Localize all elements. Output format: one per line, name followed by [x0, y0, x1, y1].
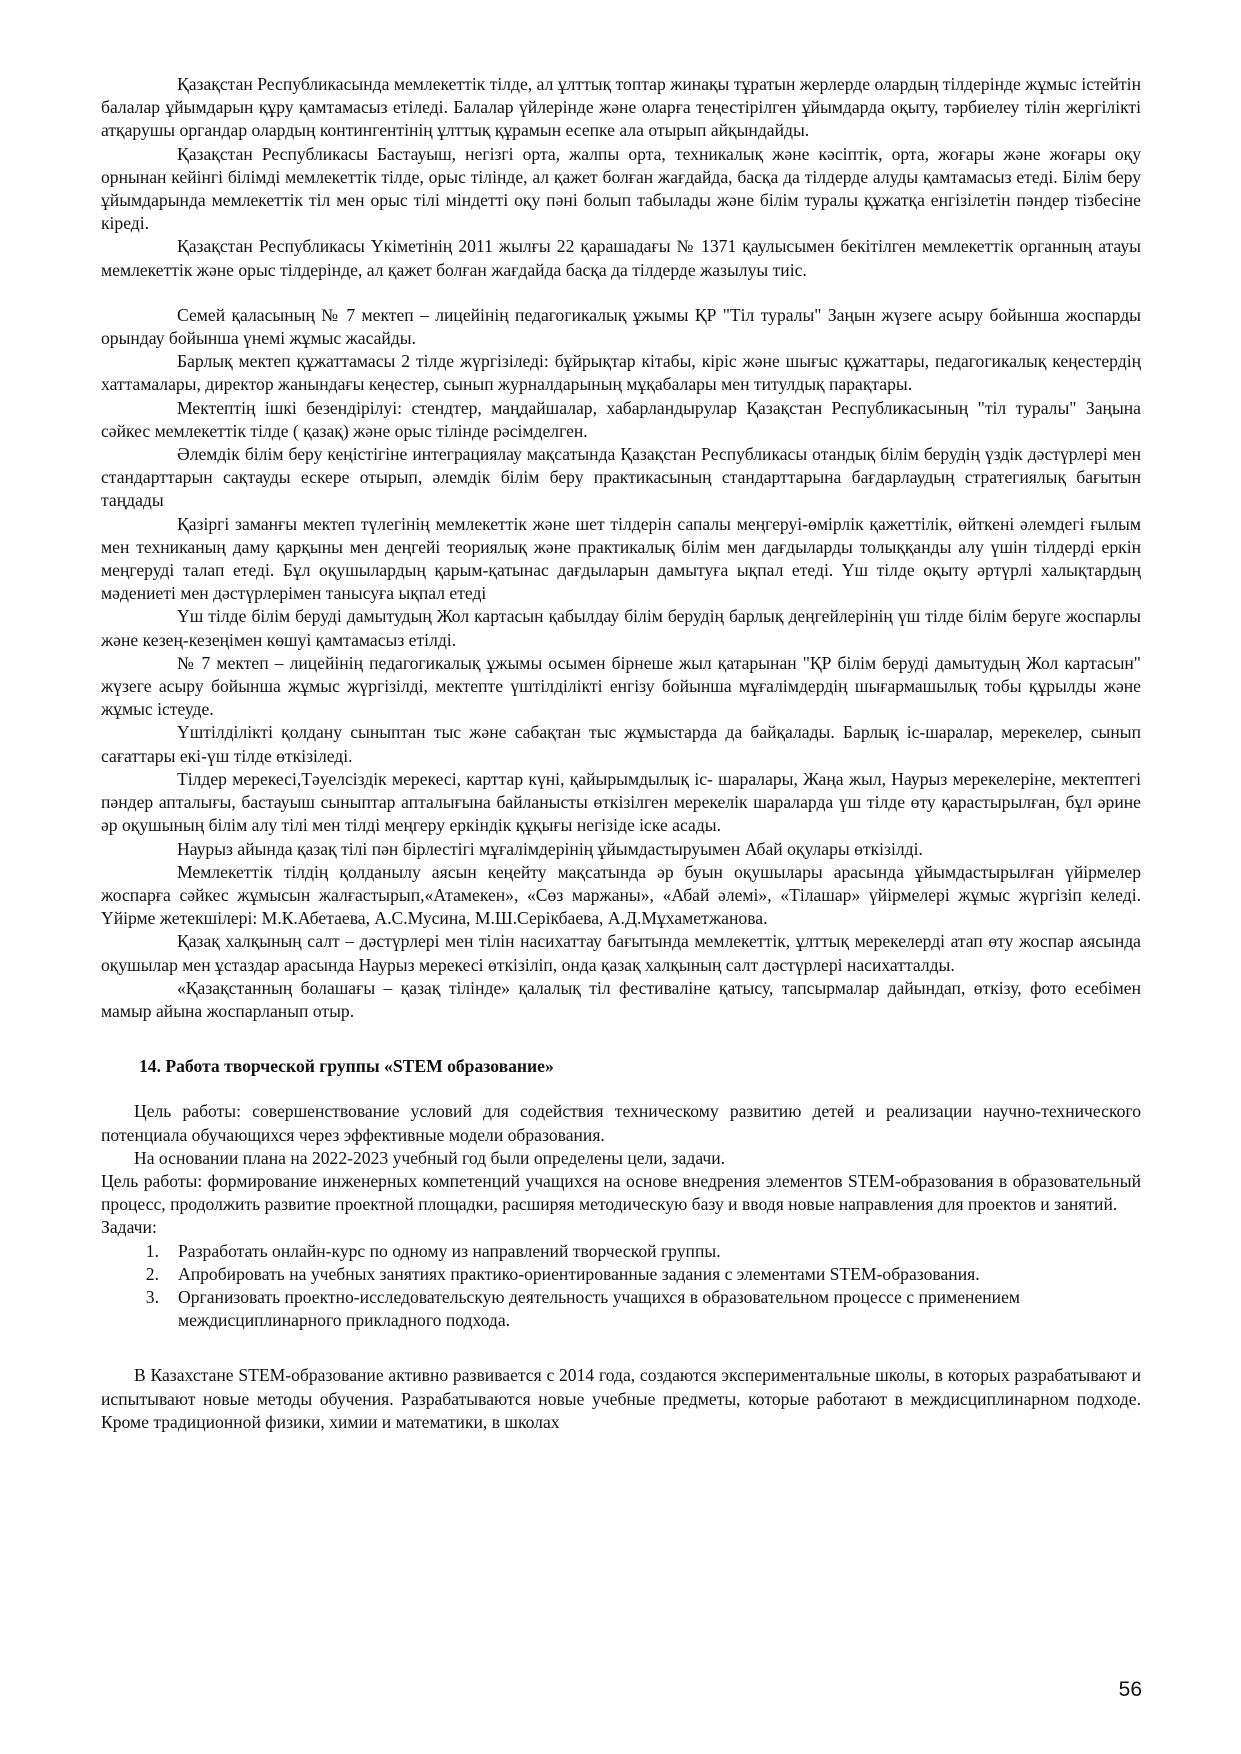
paragraph: Әлемдік білім беру кеңістігіне интеграциялау мақсатында Қазақстан Республикасы отандық білім берудің үздік дәстүрлері мен стандарттарын сақтауды ескере отырып, әлемдік білім беру практикасының стандарттарына бағдарлаудың стратегиялық бағытын таңдады — [101, 444, 1141, 511]
list-text: Разработать онлайн-курс по одному из направлений творческой группы. — [178, 1240, 721, 1261]
paragraph: Семей қаласының № 7 мектеп – лицейінің педагогикалық ұжымы ҚР "Тіл туралы" Заңын жүзеге асыру бойынша жоспарды орындау бойынша үнемі жұмыс жасайды. — [101, 304, 1141, 349]
spacer — [101, 1078, 1141, 1100]
paragraph: Қазақстан Республикасында мемлекеттік тілде, ал ұлттық топтар жинақы тұратын жерлерде олардың тілдерінде жұмыс істейтін балалар ұйымдарын құру қамтамасыз етіледі. Балалар үйлерінде және оларға теңестірілген ұйымдарда оқыту, тәрбиелеу тілін жергілікті атқарушы органдар олардың контингентінің ұлттық құрамын есепке ала отырып айқындайды. — [101, 74, 1141, 141]
paragraph: Қазақстан Республикасы Үкіметінің 2011 жылғы 22 қарашадағы № 1371 қаулысымен бекітілген мемлекеттік органның атауы мемлекеттік және орыс тілдерінде, ал қажет болған жағдайда басқа да тілдерде жазылуы тиіс. — [101, 236, 1141, 280]
paragraph: Қазақстан Республикасы Бастауыш, негізгі орта, жалпы орта, техникалық және кәсіптік, орта, жоғары және жоғары оқу орнынан кейінгі білімді мемлекеттік тілде, орыс тілінде, ал қажет болған жағдайда, басқа да тілдерде алуды қамтамасыз етеді. Білім беру ұйымдарында мемлекеттік тіл мен орыс тілі міндетті оқу пәні болып табылады және білім туралы құжатқа енгізілетін пәндер тізбесіне кіреді. — [101, 143, 1141, 234]
plan-paragraph: На основании плана на 2022-2023 учебный год были определены цели, задачи. — [134, 1147, 726, 1168]
paragraph: Мектептің ішкі безендірілуі: стендтер, маңдайшалар, хабарландырулар Қазақстан Республикасының "тіл туралы" Заңына сәйкес мемлекеттік тілде ( қазақ) және орыс тілінде рәсімделген. — [101, 397, 1141, 441]
section-heading: 14. Работа творческой группы «STEM образование» — [139, 1056, 554, 1077]
list-number: 2. — [145, 1263, 159, 1284]
list-number: 3. — [145, 1286, 159, 1307]
tasks-label: Задачи: — [101, 1217, 157, 1238]
list-text: Апробировать на учебных занятиях практико-ориентированные задания с элементами STEM-образования. — [178, 1263, 980, 1284]
paragraph: № 7 мектеп – лицейінің педагогикалық ұжымы осымен бірнеше жыл қатарынан "ҚР білім беруді дамытудың Жол картасын" жүзеге асыру бойынша жұмыс жүргізілді, мектепте үштілділікті енгізу бойынша мұғалімдердің шығармашылық тобы құрылды және жұмыс істеуде. — [101, 652, 1141, 720]
goal-paragraph: Цель работы: совершенствование условий для содействия техническому развитию детей и реализации научно-технического потенциала обучающихся через эффективные модели образования. — [101, 1101, 1141, 1145]
tasks-list — [101, 1240, 1141, 1333]
paragraph: Тілдер мерекесі,Тәуелсіздік мерекесі, карттар күні, қайырымдылық іс- шаралары, Жаңа жыл, Наурыз мерекелеріне, мектептегі пәндер апталығы, бастауыш сыныптар апталығына байланысты өткізілген мерекелік шараларда үш тілде өту қарастырылған, бұл әрине әр оқушының білім алу тілі мен тілді меңгеру еркіндік құқығы негізіде іске асады. — [101, 768, 1141, 836]
spacer — [101, 1332, 1141, 1364]
list-text: Организовать проектно-исследовательскую деятельность учащихся в образовательном процессе с применением междисциплинарного прикладного подхода. — [178, 1286, 1021, 1331]
page-number: 56 — [1118, 1678, 1142, 1701]
paragraph: Қазақ халқының салт – дәстүрлері мен тілін насихаттау бағытында мемлекеттік, ұлттық мерекелерді атап өту жоспар аясында оқушылар мен ұстаздар арасында Наурыз мерекесі өткізіліп, онда қазақ халқының салт дәстүрлері насихатталды. — [101, 931, 1141, 975]
list-item — [101, 1240, 1141, 1263]
paragraph: В Казахстане STEM-образование активно развивается с 2014 года, создаются экспериментальные школы, в которых разрабатывают и испытывают новые методы обучения. Разрабатываются новые учебные предметы, которые работают в междисциплинарном подходе. Кроме традиционной физики, химии и математики, в школах — [101, 1365, 1141, 1432]
list-item — [101, 1263, 1141, 1286]
paragraph: Барлық мектеп құжаттамасы 2 тілде жүргізіледі: бұйрықтар кітабы, кіріс және шығыс құжаттары, педагогикалық кеңестердің хаттамалары, директор жанындағы кеңестер, сынып журналдарының мұқабалары мен титулдық парақтары. — [101, 351, 1141, 395]
paragraph: Үш тілде білім беруді дамытудың Жол картасын қабылдау білім берудің барлық деңгейлерінің үш тілде білім беруге жоспарлы және кезең-кезеңімен көшуі қамтамасыз етілді. — [101, 606, 1141, 650]
list-number: 1. — [145, 1240, 159, 1261]
spacer — [101, 282, 1141, 304]
paragraph: Үштілділікті қолдану сыныптан тыс және сабақтан тыс жұмыстарда да байқалады. Барлық іс-шаралар, мерекелер, сынып сағаттары екі-үш тілде өткізіледі. — [101, 722, 1141, 766]
paragraph: «Қазақстанның болашағы – қазақ тілінде» қалалық тіл фестиваліне қатысу, тапсырмалар дайындап, өткізу, фото есебімен мамыр айына жоспарланып отыр. — [101, 977, 1141, 1021]
paragraph: Наурыз айында қазақ тілі пән бірлестігі мұғалімдерінің ұйымдастыруымен Абай оқулары өткізілді. — [177, 838, 923, 859]
goal-paragraph: Цель работы: формирование инженерных компетенций учащихся на основе внедрения элементов STEM-образования в образовательный процесс, продолжить развитие проектной площадки, расширяя методическую базу и вводя новые направления для проектов и занятий. — [101, 1170, 1141, 1215]
document-body — [101, 73, 1141, 1434]
spacer — [101, 1023, 1141, 1055]
list-item — [101, 1286, 1141, 1332]
paragraph: Қазіргі заманғы мектеп түлегінің мемлекеттік және шет тілдерін сапалы меңгеруі-өмірлік қажеттілік, өйткені әлемдегі ғылым мен техниканың даму қарқыны мен деңгейі теориялық және практикалық білім мен дағдыларды толыққанды алу үшін тілдерді еркін меңгеруді талап етеді. Бұл оқушылардың қарым-қатынас дағдыларын дамытуға ықпал етеді. Үш тілде оқыту әртүрлі халықтардың мәдениеті мен дәстүрлерімен танысуға ықпал етеді — [101, 513, 1141, 604]
paragraph: Мемлекеттік тілдің қолданылу аясын кеңейту мақсатында әр буын оқушылары арасында ұйымдастырылған үйірмелер жоспарға сәйкес жұмысын жалғастырып,«Атамекен», «Сөз маржаны», «Абай әлемі», «Тілашар» үйірмелері жұмыс жүргізіп келеді. Үйірме жетекшілері: М.К.Абетаева, А.С.Мусина, М.Ш.Серікбаева, А.Д.Мұхаметжанова. — [101, 861, 1141, 929]
